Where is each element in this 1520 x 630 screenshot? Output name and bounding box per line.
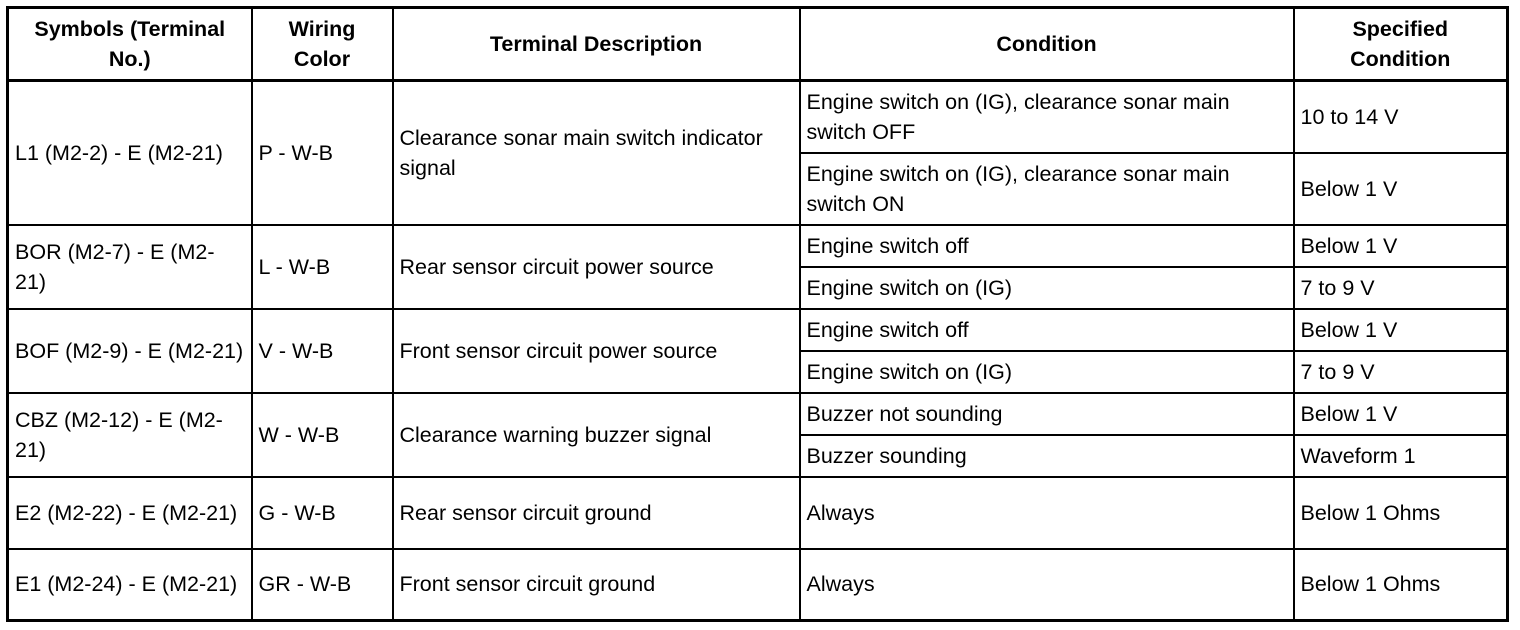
condition-cell: Always [800,477,1294,549]
specified-cell: Below 1 Ohms [1294,477,1508,549]
table-row [8,477,1508,549]
table-row [8,393,1508,435]
description-cell: Front sensor circuit power source [393,309,800,393]
specified-cell: Below 1 V [1294,309,1508,351]
header-specified-condition: Specified Condition [1294,8,1508,81]
symbol-cell: E2 (M2-22) - E (M2-21) [8,477,252,549]
description-cell: Clearance warning buzzer signal [393,393,800,477]
symbol-cell: CBZ (M2-12) - E (M2-21) [8,393,252,477]
condition-cell: Engine switch on (IG), clearance sonar main switch OFF [800,81,1294,153]
specified-cell: 7 to 9 V [1294,351,1508,393]
specified-cell: Below 1 V [1294,153,1508,225]
table-row [8,549,1508,621]
table-row [8,225,1508,267]
condition-cell: Engine switch on (IG), clearance sonar main switch ON [800,153,1294,225]
specified-cell: Below 1 Ohms [1294,549,1508,621]
header-wiring-color: Wiring Color [252,8,393,81]
specified-cell: 7 to 9 V [1294,267,1508,309]
specified-cell: 10 to 14 V [1294,81,1508,153]
condition-cell: Engine switch off [800,309,1294,351]
terminal-spec-table [6,6,1509,622]
description-cell: Rear sensor circuit ground [393,477,800,549]
wiring-color-cell: V - W-B [252,309,393,393]
condition-cell: Engine switch off [800,225,1294,267]
table-row [8,309,1508,351]
header-condition: Condition [800,8,1294,81]
symbol-cell: E1 (M2-24) - E (M2-21) [8,549,252,621]
wiring-color-cell: W - W-B [252,393,393,477]
wiring-color-cell: L - W-B [252,225,393,309]
wiring-color-cell: GR - W-B [252,549,393,621]
symbol-cell: BOF (M2-9) - E (M2-21) [8,309,252,393]
condition-cell: Buzzer sounding [800,435,1294,477]
symbol-cell: BOR (M2-7) - E (M2-21) [8,225,252,309]
condition-cell: Always [800,549,1294,621]
condition-cell: Buzzer not sounding [800,393,1294,435]
condition-cell: Engine switch on (IG) [800,351,1294,393]
specified-cell: Waveform 1 [1294,435,1508,477]
header-row [8,8,1508,81]
description-cell: Rear sensor circuit power source [393,225,800,309]
header-terminal-description: Terminal Description [393,8,800,81]
table-row [8,81,1508,153]
condition-cell: Engine switch on (IG) [800,267,1294,309]
header-symbols: Symbols (Terminal No.) [8,8,252,81]
description-cell: Front sensor circuit ground [393,549,800,621]
description-cell: Clearance sonar main switch indicator signal [393,81,800,225]
wiring-color-cell: G - W-B [252,477,393,549]
specified-cell: Below 1 V [1294,225,1508,267]
wiring-color-cell: P - W-B [252,81,393,225]
symbol-cell: L1 (M2-2) - E (M2-21) [8,81,252,225]
specified-cell: Below 1 V [1294,393,1508,435]
